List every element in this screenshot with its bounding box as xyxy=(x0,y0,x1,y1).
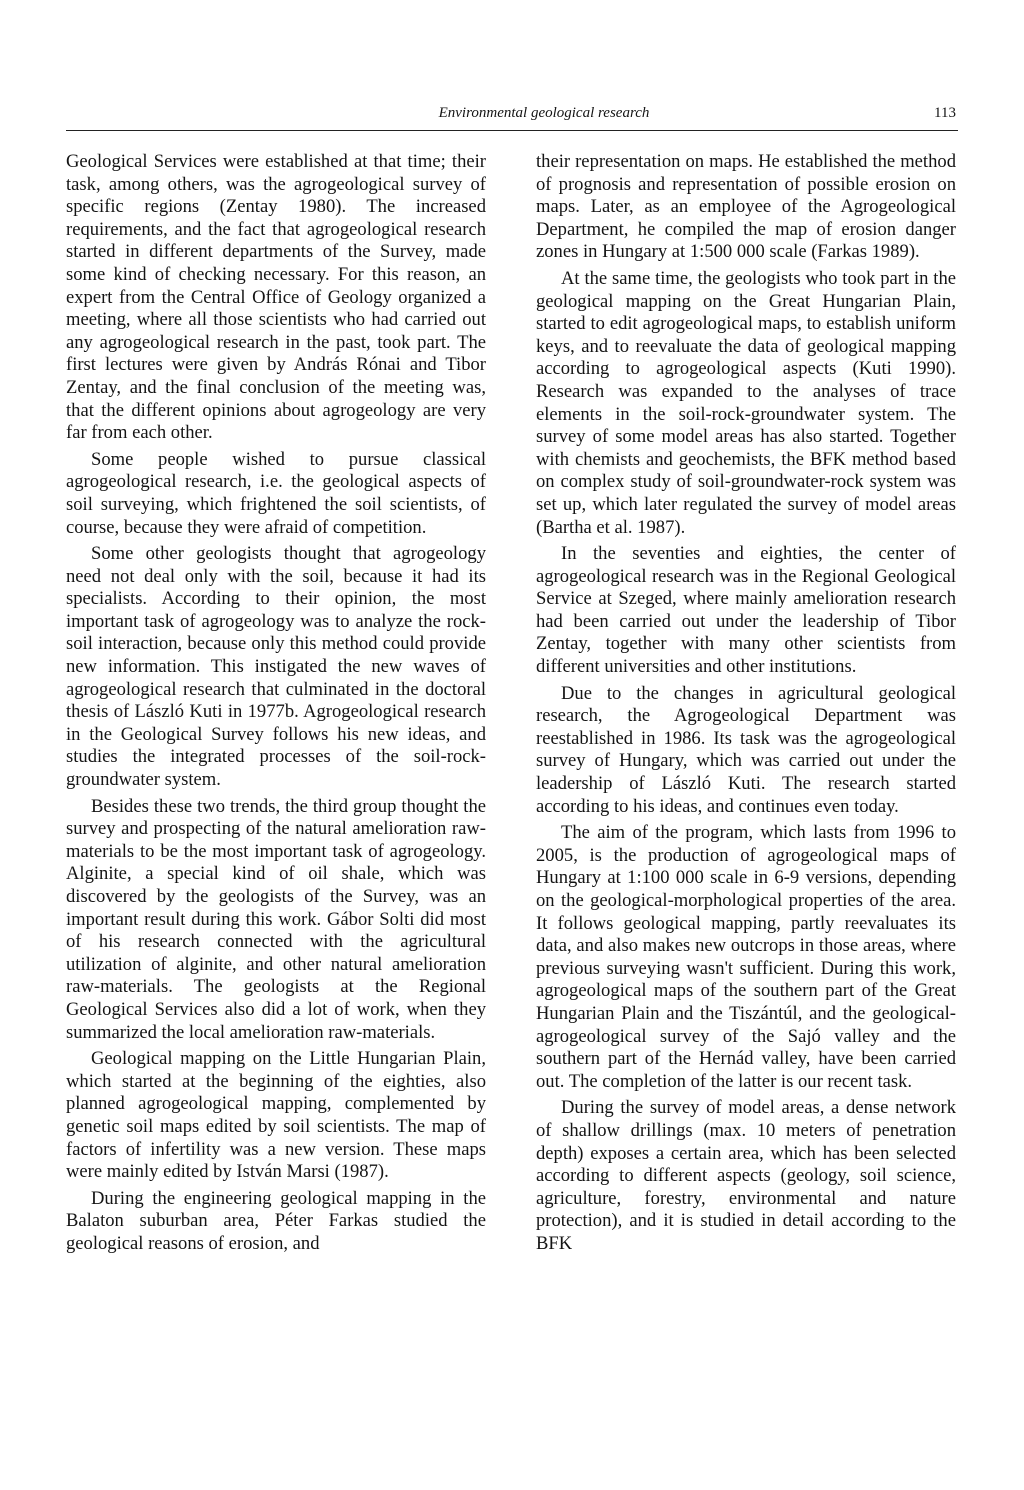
paragraph: Due to the changes in agricultural geological research, the Agrogeological Department was reestablished in 1986. Its task was the agrogeological survey of Hungary, which was carried out under the leadership of László Kuti. The research started according to his ideas, and continues even today. xyxy=(536,682,956,817)
paragraph: their representation on maps. He established the method of prognosis and representation of possible erosion on maps. Later, as an employee of the Agrogeological Department, he compiled the map of erosion danger zones in Hungary at 1:500 000 scale (Farkas 1989). xyxy=(536,151,956,263)
left-column xyxy=(66,151,486,1260)
paragraph: Geological Services were established at that time; their task, among others, was the agrogeological survey of specific regions (Zentay 1980). The increased requirements, and the fact that agrogeological research started in different departments of the Survey, made some kind of checking necessary. For this reason, an expert from the Central Office of Geology organized a meeting, where all those scientists who had carried out any agrogeological research in the past, took part. The first lectures were given by András Rónai and Tibor Zentay, and the final conclusion of the meeting was, that the different opinions about agrogeology are very far from each other. xyxy=(66,151,486,444)
header-rule xyxy=(66,130,958,131)
paragraph: During the survey of model areas, a dense network of shallow drillings (max. 10 meters of penetration depth) exposes a certain area, which has been selected according to different aspects (geology, soil science, agriculture, forestry, environmental and nature protection), and it is studied in detail according to the BFK xyxy=(536,1097,956,1254)
paragraph: Some other geologists thought that agrogeology need not deal only with the soil, because it had its specialists. According to their opinion, the most important task of agrogeology was to analyze the rock-soil interaction, because only this method could provide new information. This instigated the new waves of agrogeological research that culminated in the doctoral thesis of László Kuti in 1977b. Agrogeological research in the Geological Survey follows his new ideas, and studies the integrated processes of the soil-rock-groundwater system. xyxy=(66,543,486,791)
paragraph: Some people wished to pursue classical agrogeological research, i.e. the geological aspects of soil surveying, which frightened the soil scientists, of course, because they were afraid of competition. xyxy=(66,448,486,538)
paragraph: At the same time, the geologists who took part in the geological mapping on the Great Hungarian Plain, started to edit agrogeological maps, to establish uniform keys, and to reevaluate the data of geological mapping according to agrogeological aspects (Kuti 1990). Research was expanded to the analyses of trace elements in the soil-rock-groundwater system. The survey of some model areas has also started. Together with chemists and geochemists, the BFK method based on complex study of soil-groundwater-rock system was set up, which later regulated the survey of model areas (Bartha et al. 1987). xyxy=(536,267,956,538)
right-column xyxy=(536,151,956,1260)
page-number: 113 xyxy=(934,105,956,121)
paragraph: In the seventies and eighties, the center of agrogeological research was in the Regional Geological Service at Szeged, where mainly amelioration research had been carried out under the leadership of Tibor Zentay, together with many other scientists from different universities and other institutions. xyxy=(536,543,956,678)
running-head xyxy=(66,102,958,126)
paragraph: During the engineering geological mapping in the Balaton suburban area, Péter Farkas studied the geological reasons of erosion, and xyxy=(66,1187,486,1254)
paragraph: Besides these two trends, the third group thought the survey and prospecting of the natural amelioration raw-materials to be the most important task of agrogeology. Alginite, a special kind of oil shale, which was discovered by the geologists of the Survey, was an important result during this work. Gábor Solti did most of his research connected with the agricultural utilization of alginite, and other natural amelioration raw-materials. The geologists at the Regional Geological Services also did a lot of work, when they summarized the local amelioration raw-materials. xyxy=(66,795,486,1043)
paragraph: The aim of the program, which lasts from 1996 to 2005, is the production of agrogeological maps of Hungary at 1:100 000 scale in 6-9 versions, depending on the geological-morphological properties of the area. It follows geological mapping, partly reevaluates its data, and also makes new outcrops in those areas, where previous surveying wasn't sufficient. During this work, agrogeological maps of the southern part of the Great Hungarian Plain and the Tiszántúl, and the geological-agrogeological survey of the Sajó valley and the southern part of the Hernád valley, have been carried out. The completion of the latter is our recent task. xyxy=(536,822,956,1092)
running-title: Environmental geological research xyxy=(438,105,650,121)
paragraph: Geological mapping on the Little Hungarian Plain, which started at the beginning of the eighties, also planned agrogeological mapping, complemented by genetic soil maps edited by soil scientists. The map of factors of infertility was a new version. These maps were mainly edited by István Marsi (1987). xyxy=(66,1048,486,1183)
